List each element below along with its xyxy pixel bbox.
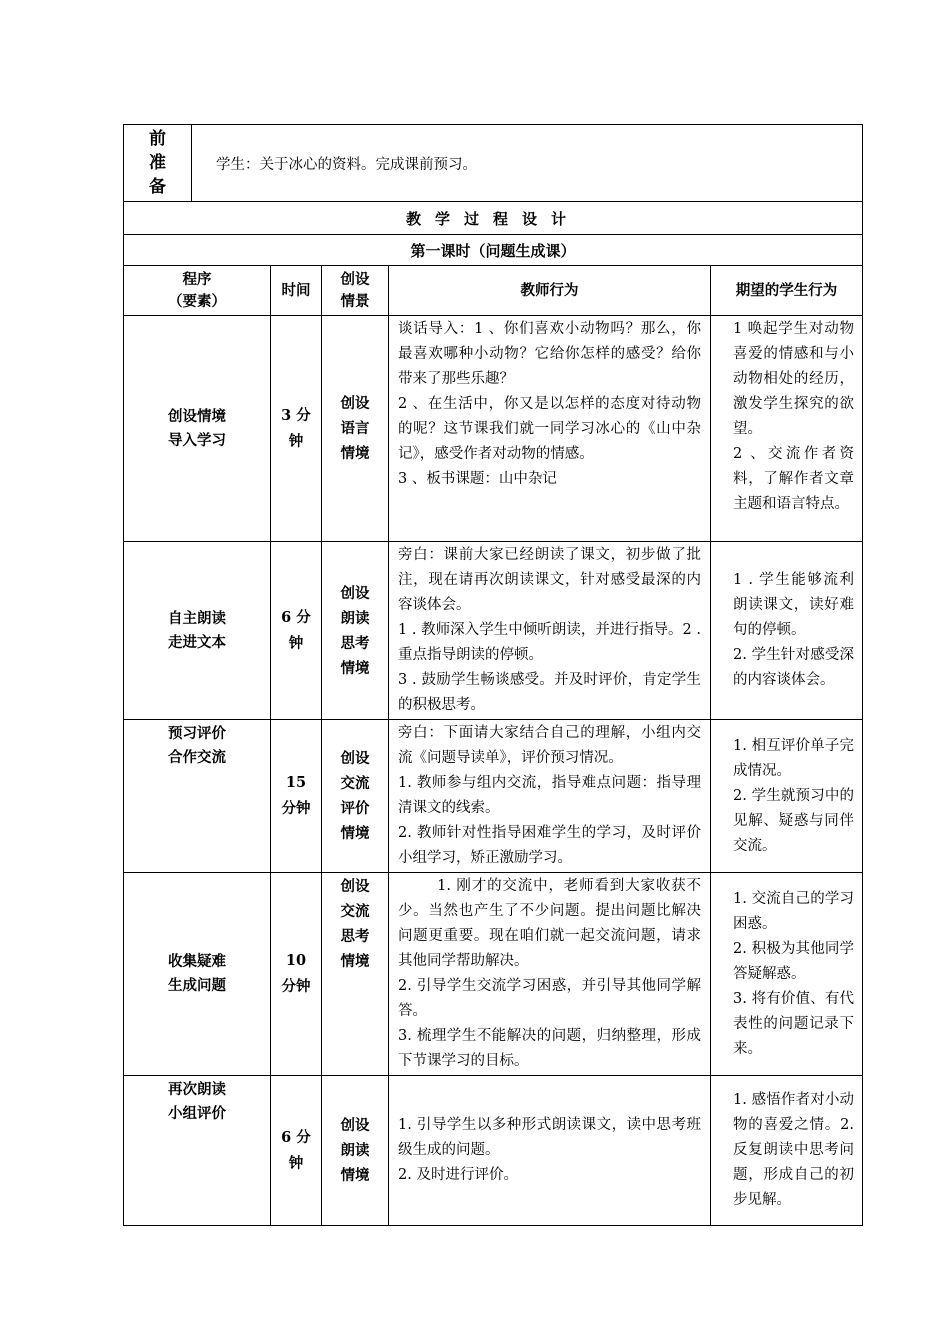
header-teacher: 教师行为 <box>389 266 711 316</box>
student-cell <box>711 873 863 1076</box>
stage-line: 收集疑难 <box>168 953 226 970</box>
scene-line: 思考 <box>340 634 370 652</box>
stage-line: 导入学习 <box>168 431 226 449</box>
scene-line: 朗读 <box>340 609 370 627</box>
student-paragraph: 2. 积极为其他同学答疑解惑。 <box>733 940 855 982</box>
scene-line: 交流 <box>340 775 370 792</box>
scene-line: 语言 <box>340 420 370 437</box>
teacher-paragraph: 2 、在生活中，你又是以怎样的态度对待动物的呢？这节课我们就一同学习冰心的《山中杂记》，感受作者对动物的情感。 <box>398 396 701 462</box>
student-paragraph: 1. 相互评价单子完成情况。 <box>733 737 855 779</box>
teacher-cell <box>389 542 711 720</box>
prep-table <box>123 124 863 202</box>
design-title: 教学过程设计 <box>124 202 863 235</box>
time-line: 6 分 <box>281 1128 311 1146</box>
time-cell <box>271 542 322 720</box>
prep-text: 学生：关于冰心的资料。完成课前预习。 <box>192 125 863 202</box>
student-cell <box>711 1076 863 1226</box>
teacher-cell <box>389 873 711 1076</box>
teacher-paragraph: 1. 教师参与组内交流，指导难点问题：指导理清课文的线索。 <box>398 775 701 816</box>
stage-line: 合作交流 <box>168 749 226 766</box>
header-student: 期望的学生行为 <box>711 266 863 316</box>
header-scene-line: 情景 <box>340 292 370 310</box>
prep-label <box>124 125 192 202</box>
scene-line: 情境 <box>340 953 370 970</box>
header-procedure <box>124 266 271 316</box>
student-cell <box>711 720 863 873</box>
stage-line: 生成问题 <box>168 977 226 994</box>
scene-line: 创设 <box>340 395 370 412</box>
time-line: 10 <box>285 952 307 969</box>
scene-cell <box>322 1076 389 1226</box>
scene-cell <box>322 873 389 1076</box>
teacher-paragraph: 2. 及时进行评价。 <box>398 1167 518 1183</box>
stage-line: 自主朗读 <box>168 609 226 627</box>
scene-line: 创设 <box>340 878 370 895</box>
design-table <box>123 201 863 1226</box>
student-paragraph: 2 、交流作者资料，了解作者文章主题和语言特点。 <box>733 446 855 512</box>
stage-line: 走进文本 <box>168 633 226 651</box>
teacher-paragraph: 旁白：课前大家已经朗读了课文，初步做了批注，现在请再次朗读课文，针对感受最深的内容谈体会。 <box>398 547 701 613</box>
teacher-paragraph: 1. 引导学生以多种形式朗读课文，读中思考班级生成的问题。 <box>398 1117 701 1158</box>
scene-cell <box>322 720 389 873</box>
prep-label-char: 备 <box>149 177 166 197</box>
teacher-cell <box>389 1076 711 1226</box>
lesson-title: 第一课时（问题生成课） <box>124 235 863 266</box>
time-cell <box>271 1076 322 1226</box>
scene-line: 创设 <box>340 1117 370 1134</box>
prep-row <box>124 125 863 202</box>
stage-line: 创设情境 <box>168 407 226 425</box>
header-row <box>124 266 863 316</box>
teacher-paragraph: 1. 刚才的交流中，老师看到大家收获不少。当然也产生了不少问题。提出问题比解决问题更重要。现在咱们就一起交流问题，请求其他同学帮助解决。 <box>398 878 701 969</box>
time-cell <box>271 316 322 542</box>
scene-cell <box>322 316 389 542</box>
time-cell <box>271 873 322 1076</box>
scene-line: 朗读 <box>340 1142 370 1159</box>
scene-line: 创设 <box>340 584 370 602</box>
time-line: 钟 <box>288 634 304 652</box>
time-line: 15 <box>285 774 307 791</box>
time-line: 6 分 <box>281 608 311 626</box>
teacher-paragraph: 旁白：下面请大家结合自己的理解，小组内交流《问题导读单》，评价预习情况。 <box>398 725 701 766</box>
lesson-title-row <box>124 235 863 266</box>
design-title-row <box>124 202 863 235</box>
prep-label-char: 准 <box>149 153 166 173</box>
header-procedure-line: 程序 <box>182 270 212 288</box>
student-paragraph: 3. 将有价值、有代表性的问题记录下来。 <box>733 990 855 1057</box>
stage-line: 预习评价 <box>168 725 226 742</box>
table-row <box>124 542 863 720</box>
student-paragraph: 2. 学生针对感受深的内容谈体会。 <box>733 647 855 688</box>
teacher-paragraph: 3 、板书课题：山中杂记 <box>398 471 557 487</box>
table-row <box>124 720 863 873</box>
header-procedure-line: （要素） <box>168 292 226 310</box>
stage-cell <box>124 316 271 542</box>
time-line: 分钟 <box>281 800 311 817</box>
teacher-paragraph: 1 . 教师深入学生中倾听朗读，并进行指导。2 . 重点指导朗读的停顿。 <box>398 622 701 663</box>
stage-line: 小组评价 <box>168 1105 226 1122</box>
student-paragraph: 2. 学生就预习中的见解、疑惑与同伴交流。 <box>733 787 855 854</box>
table-row <box>124 873 863 1076</box>
scene-cell <box>322 542 389 720</box>
header-scene <box>322 266 389 316</box>
student-paragraph: 1. 交流自己的学习困惑。 <box>733 890 855 932</box>
teacher-paragraph: 谈话导入：1 、你们喜欢小动物吗？那么，你最喜欢哪种小动物？它给你怎样的感受？给你带来了那些乐趣？ <box>398 321 701 387</box>
teacher-cell <box>389 316 711 542</box>
time-line: 分钟 <box>281 978 311 995</box>
scene-line: 创设 <box>340 750 370 767</box>
student-paragraph: 1 唤起学生对动物喜爱的情感和与小动物相处的经历，激发学生探究的欲望。 <box>733 321 855 437</box>
scene-line: 情境 <box>340 1167 370 1184</box>
stage-cell <box>124 1076 271 1226</box>
student-cell <box>711 542 863 720</box>
time-line: 钟 <box>288 1154 304 1172</box>
stage-line: 再次朗读 <box>168 1081 226 1098</box>
scene-line: 情境 <box>340 825 370 842</box>
stage-cell <box>124 873 271 1076</box>
header-scene-line: 创设 <box>340 270 370 288</box>
time-cell <box>271 720 322 873</box>
student-paragraph: 1. 感悟作者对小动物的喜爱之情。2. 反复朗读中思考问题，形成自己的初步见解。 <box>733 1092 855 1208</box>
table-row <box>124 1076 863 1226</box>
teacher-paragraph: 2. 引导学生交流学习困惑，并引导其他同学解答。 <box>398 978 701 1019</box>
teacher-paragraph: 2. 教师针对性指导困难学生的学习，及时评价小组学习，矫正激励学习。 <box>398 825 701 866</box>
student-paragraph: 1 . 学生能够流利朗读课文，读好难句的停顿。 <box>733 572 855 638</box>
scene-line: 思考 <box>340 928 370 945</box>
time-line: 钟 <box>288 432 304 450</box>
header-time: 时间 <box>271 266 322 316</box>
time-line: 3 分 <box>281 406 311 424</box>
scene-line: 情境 <box>340 445 370 462</box>
stage-cell <box>124 542 271 720</box>
scene-line: 交流 <box>340 903 370 920</box>
teacher-paragraph: 3 . 鼓励学生畅谈感受。并及时评价，肯定学生的积极思考。 <box>398 672 701 713</box>
table-row <box>124 316 863 542</box>
scene-line: 评价 <box>340 800 370 817</box>
prep-label-char: 前 <box>149 129 166 149</box>
student-cell <box>711 316 863 542</box>
scene-line: 情境 <box>340 659 370 677</box>
teacher-paragraph: 3. 梳理学生不能解决的问题，归纳整理，形成下节课学习的目标。 <box>398 1028 701 1069</box>
stage-cell <box>124 720 271 873</box>
teacher-cell <box>389 720 711 873</box>
lesson-plan-page <box>123 124 862 1226</box>
